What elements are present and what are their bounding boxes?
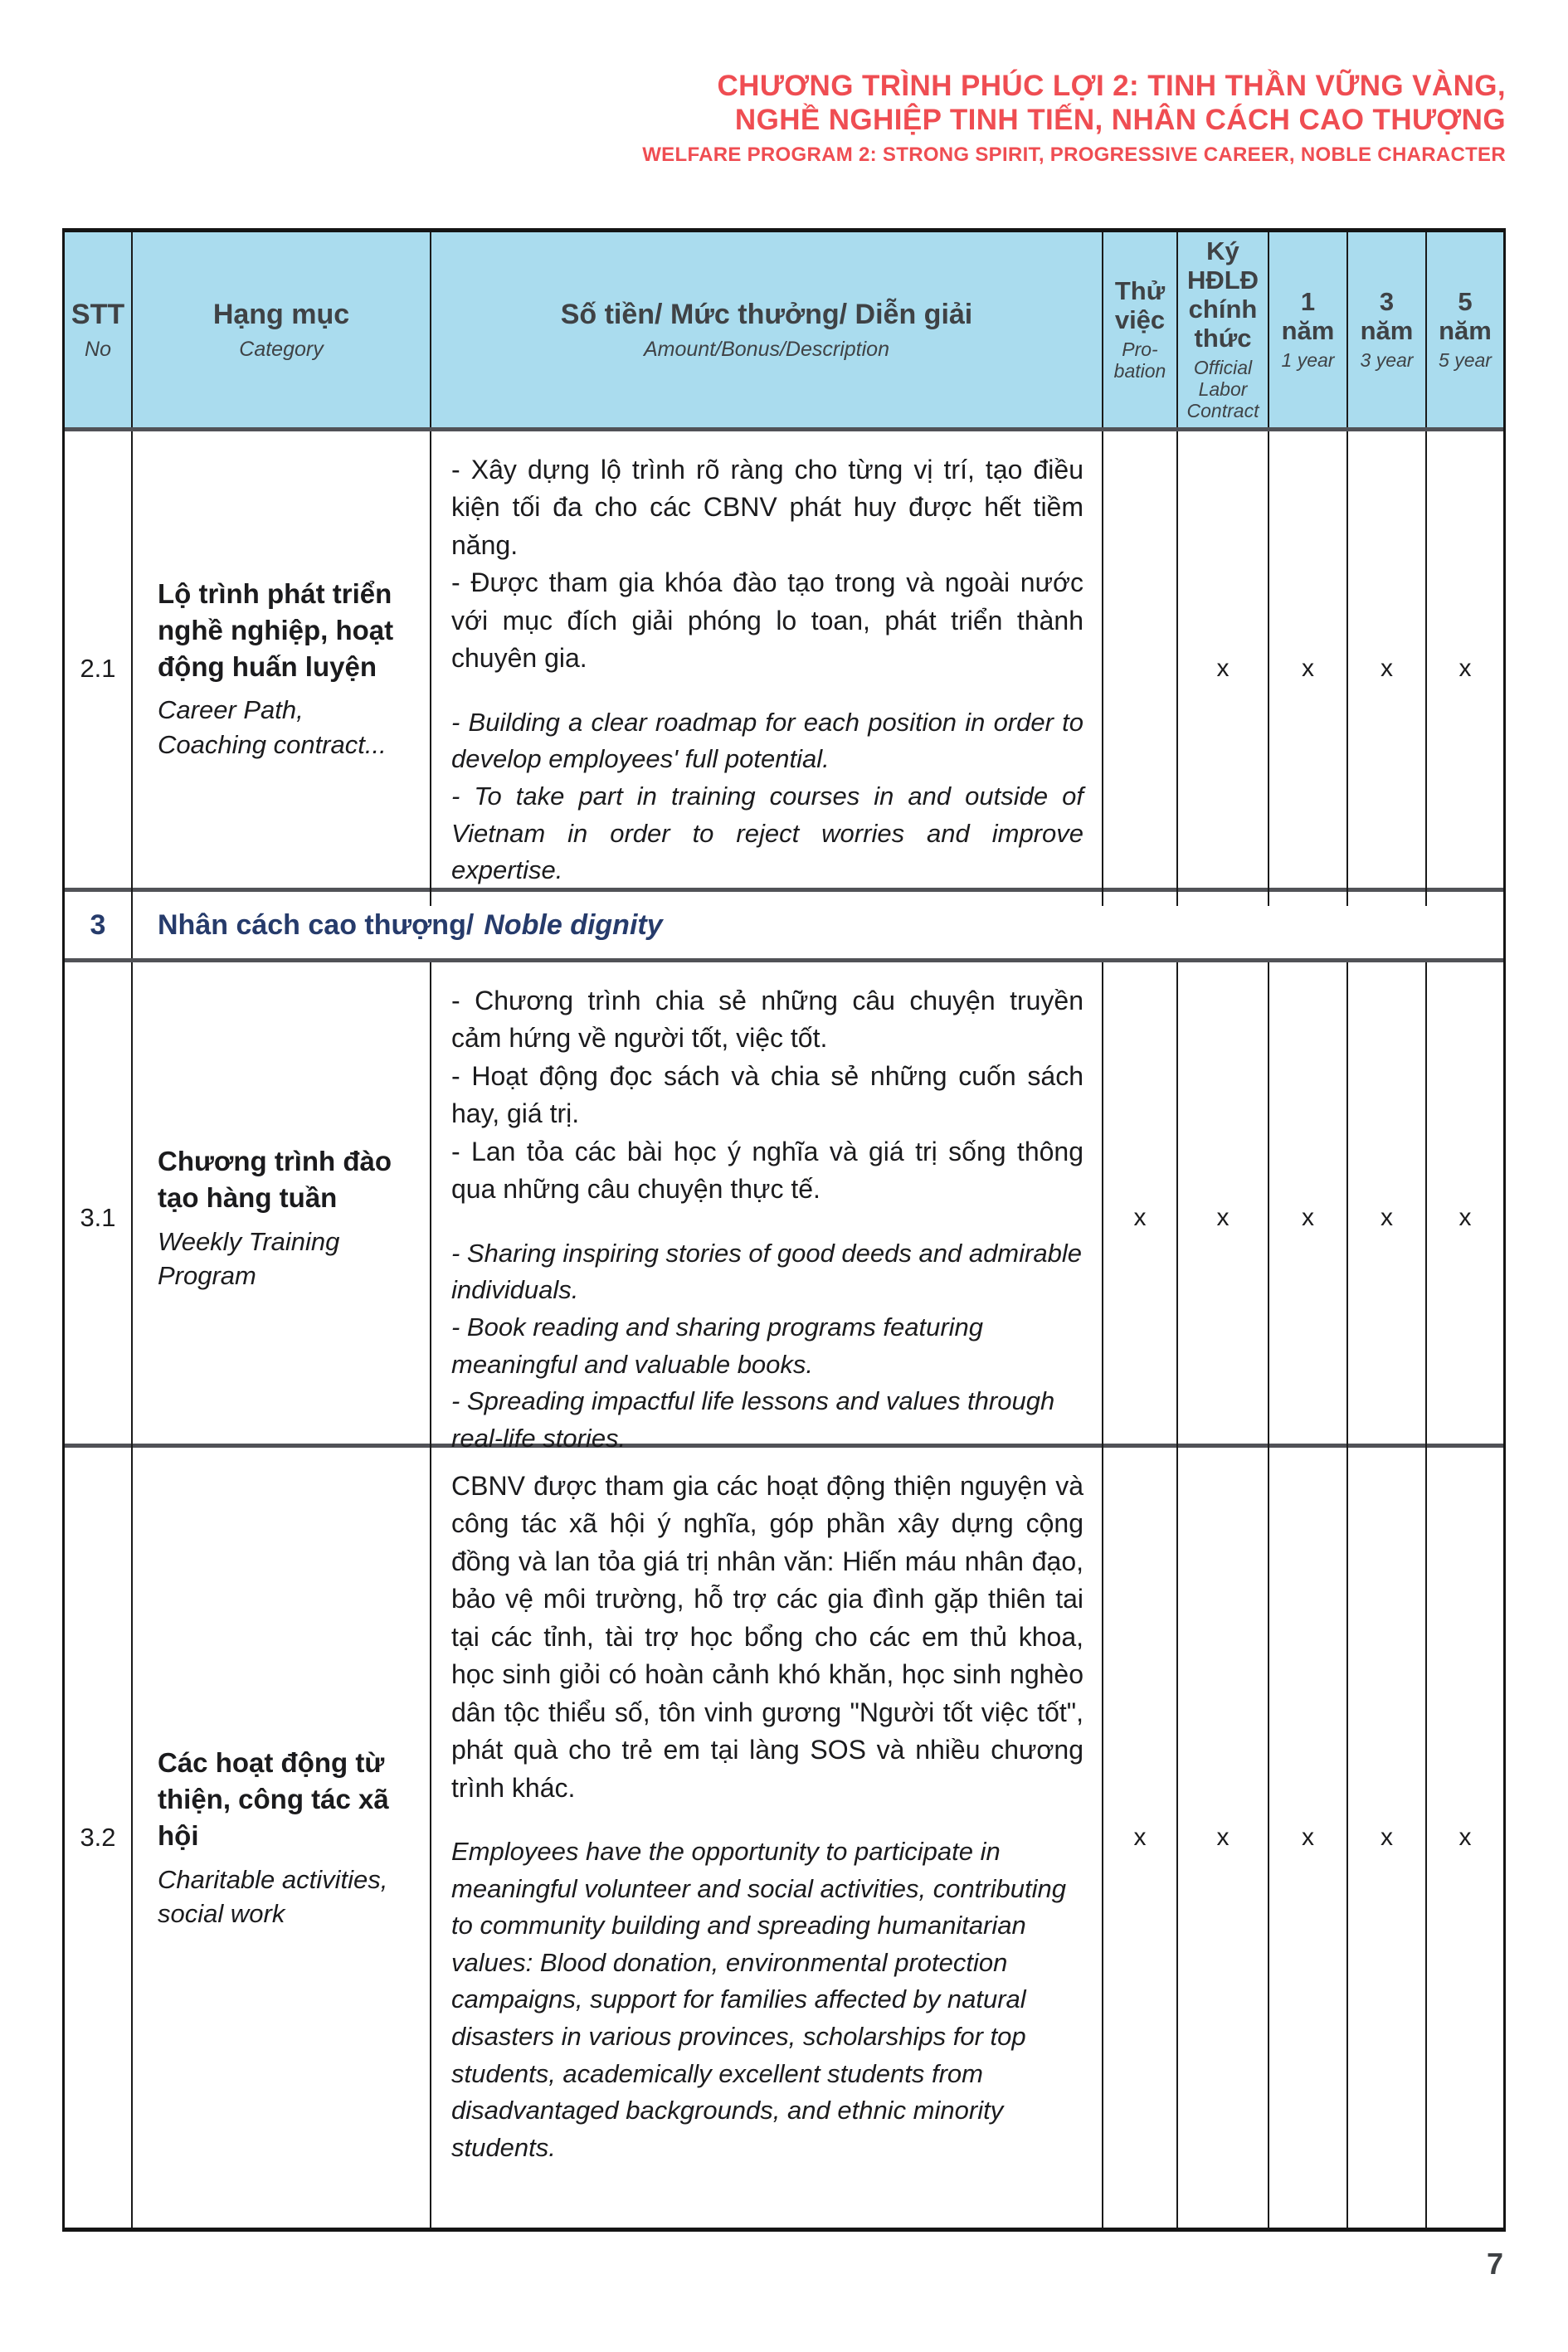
header-5-year-en: 5 year [1439,349,1492,372]
row-3-1-mark-3-year: x [1348,962,1427,1473]
row-3-1-mark-probation: x [1103,962,1178,1473]
header-category-en: Category [239,337,324,361]
document-title [642,70,1506,167]
row-2-1-mark-probation [1103,431,1178,906]
header-category [133,232,431,427]
paragraph: - To take part in training courses in and outside of Vietnam in order to reject worries and improve expertise. [451,781,1083,885]
row-3-2-mark-3-year: x [1348,1448,1427,2228]
row-3-2-description [431,1448,1103,2228]
row-3-2-category [133,1448,431,2228]
section-3-title-vi: Nhân cách cao thượng/ [158,908,475,941]
title-line-1: CHƯƠNG TRÌNH PHÚC LỢI 2: TINH THẦN VỮNG VÀNG, [717,70,1506,102]
row-3-2-description-vi [451,1468,1083,1807]
row-3-1-category [133,962,431,1473]
row-3-1-mark-5-year: x [1458,1204,1472,1232]
row-3-2-category-vi: Các hoạt động từ thiện, công tác xã hội [158,1746,389,1851]
row-3-2-mark-5-year: x [1458,1824,1472,1851]
header-5-year-vi: 5 năm [1439,286,1492,345]
header-category-vi: Hạng mục [212,299,350,331]
row-2-1-description-vi [451,451,1083,678]
header-5-year [1427,232,1503,427]
row-3-1-description [431,962,1103,1473]
section-3-title-en: Noble dignity [484,908,663,941]
row-3-2-mark-1-year: x [1269,1448,1348,2228]
row-3-2-mark-probation: x [1103,1448,1178,2228]
header-1-year-vi: 1 năm [1281,286,1335,345]
row-3-2-description-en [451,1833,1083,2167]
row-2-1-number: 2.1 [65,431,133,906]
header-contract-vi: Ký HĐLĐ chính thức [1186,236,1259,353]
header-description-vi: Số tiền/ Mức thưởng/ Diễn giải [560,299,973,331]
header-3-year-vi: 3 năm [1360,286,1414,345]
row-2-1-description-en [451,704,1083,889]
header-stt-vi: STT [71,299,125,331]
paragraph: - Sharing inspiring stories of good deeds and admirable individuals. [451,1238,1082,1305]
header-3-year-en: 3 year [1360,349,1414,372]
table-row-3-2 [65,1448,1503,2228]
paragraph: CBNV được tham gia các hoạt động thiện nguyện và công tác xã hội ý nghĩa, góp phần xây dựng cộng đồng và lan tỏa giá trị nhân văn: Hiến máu nhân đạo, bảo vệ môi trường, hỗ trợ các gia đình gặp thiên tai tại các tỉnh, tài trợ học bổng cho các em thủ khoa, học sinh giỏi có hoàn cảnh khó khăn, học sinh nghèo dân tộc thiểu số, tôn vinh gương "Người tốt việc tốt", phát quà cho trẻ em tại làng SOS và nhiều chương trình khác. [451,1471,1083,1803]
row-3-1-category-en: Weekly Training Program [158,1226,340,1291]
header-description-en: Amount/Bonus/Description [644,337,889,361]
table-row-3-1 [65,962,1503,1453]
paragraph: - Lan tỏa các bài học ý nghĩa và giá trị sống thông qua những câu chuyện thực tế. [451,1136,1083,1205]
row-2-1-description [431,431,1103,906]
section-row-3 [65,892,1503,962]
header-stt-en: No [85,337,111,361]
row-2-1-mark-5-year: x [1458,654,1472,682]
row-3-1-description-en [451,1235,1083,1458]
header-probation-en: Pro-bation [1113,338,1166,382]
row-3-1-number: 3.1 [65,962,133,1473]
row-3-2-category-en: Charitable activities, social work [158,1864,388,1928]
paragraph: - Hoạt động đọc sách và chia sẻ những cuốn sách hay, giá trị. [451,1060,1083,1129]
header-1-year-en: 1 year [1281,349,1335,372]
table-header-row [65,232,1503,431]
table-row-2-1 [65,431,1503,892]
row-2-1-mark-3-year: x [1348,431,1427,906]
paragraph: - Xây dựng lộ trình rõ ràng cho từng vị trí, tạo điều kiện tối đa cho các CBNV phát huy được hết tiềm năng. [451,455,1083,560]
header-contract-en: Official Labor Contract [1186,357,1259,421]
section-3-title [133,892,1508,958]
paragraph: - Building a clear roadmap for each position in order to develop employees' full potential. [451,707,1083,774]
row-3-1-category-vi: Chương trình đào tạo hàng tuần [158,1146,392,1213]
row-2-1-category-vi: Lộ trình phát triển nghề nghiệp, hoạt động huấn luyện [158,577,394,682]
paragraph: - Spreading impactful life lessons and values through real-life stories. [451,1386,1055,1453]
header-description [431,232,1103,427]
header-1-year [1269,232,1348,427]
section-3-number: 3 [65,892,133,958]
paragraph: - Được tham gia khóa đào tạo trong và ngoài nước với mục đích giải phóng lo toan, phát triển thành chuyên gia. [451,567,1083,674]
title-line-2: NGHỀ NGHIỆP TINH TIẾN, NHÂN CÁCH CAO THƯỢNG [734,103,1506,136]
row-3-2-mark-contract: x [1178,1448,1269,2228]
row-3-1-description-vi [451,982,1083,1209]
paragraph: - Book reading and sharing programs featuring meaningful and valuable books. [451,1312,984,1379]
page-number: 7 [1486,2247,1503,2281]
row-2-1-category-en: Career Path, Coaching contract... [158,695,387,759]
paragraph: Employees have the opportunity to participate in meaningful volunteer and social activities, contributing to community building and spreading humanitarian values: Blood donation, environmental protection campaigns, support for families affected by natural disasters in various provinces, scholarships for top students, academically excellent students from disadvantaged backgrounds, and ethnic minority students. [451,1836,1066,2162]
row-3-1-mark-1-year: x [1269,962,1348,1473]
header-contract [1178,232,1269,427]
row-3-2-number: 3.2 [65,1448,133,2228]
welfare-program-table [62,228,1506,2232]
title-subtitle-en: WELFARE PROGRAM 2: STRONG SPIRIT, PROGRESSIVE CAREER, NOBLE CHARACTER [642,144,1506,167]
header-probation [1103,232,1178,427]
header-3-year [1348,232,1427,427]
row-2-1-category [133,431,431,906]
header-stt [65,232,133,427]
row-3-1-mark-contract: x [1178,962,1269,1473]
row-2-1-mark-1-year: x [1269,431,1348,906]
header-probation-vi: Thử việc [1114,276,1166,334]
paragraph: - Chương trình chia sẻ những câu chuyện truyền cảm hứng về người tốt, việc tốt. [451,986,1083,1054]
row-2-1-mark-contract: x [1178,431,1269,906]
